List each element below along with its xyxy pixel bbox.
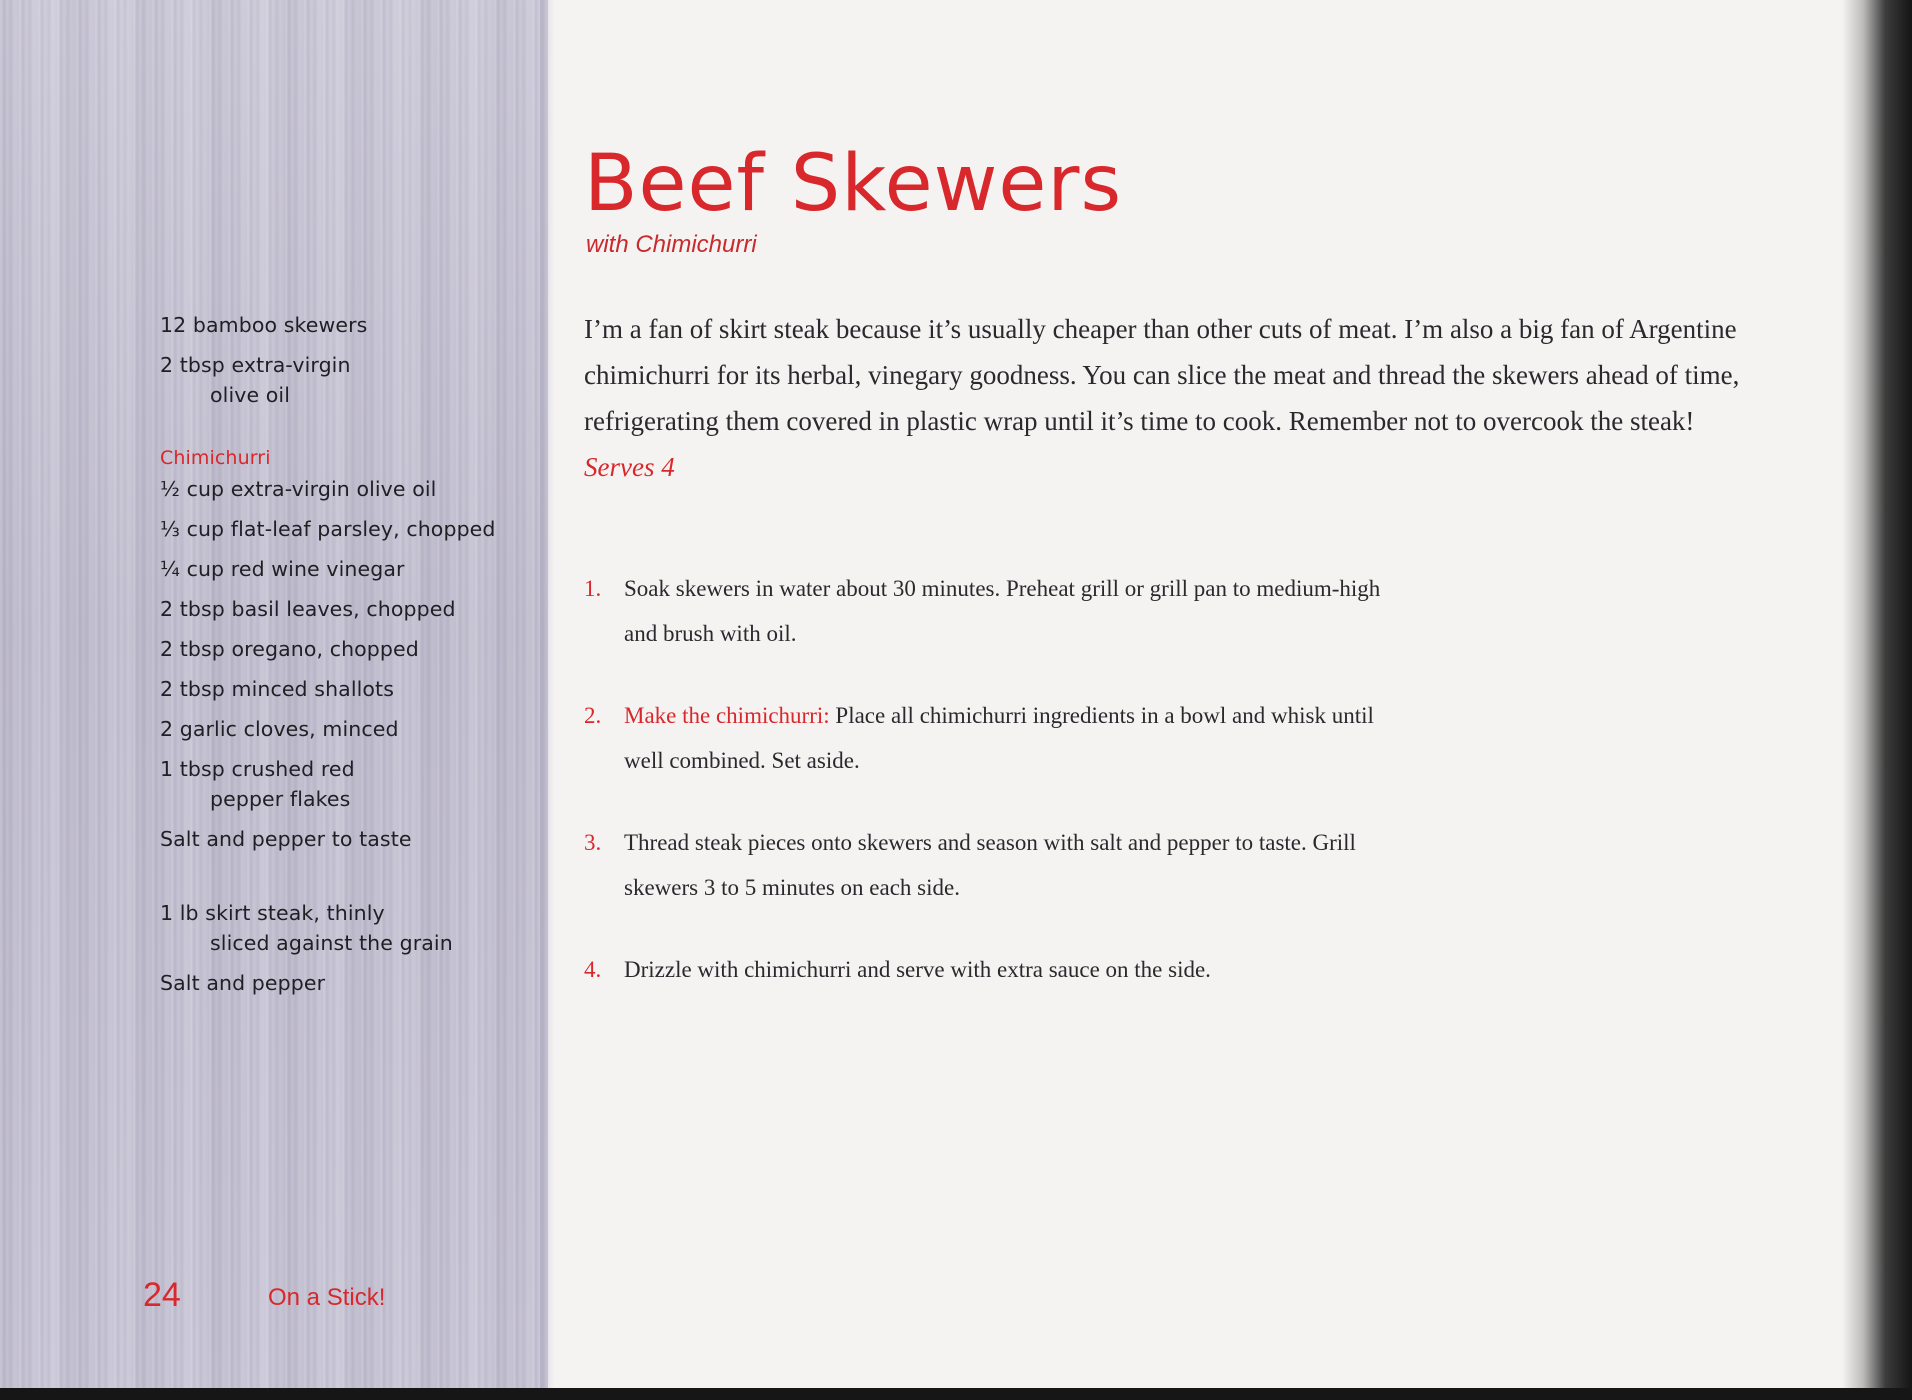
recipe-subtitle: with Chimichurri [586, 231, 757, 258]
ingredient-text: Salt and pepper to taste [160, 827, 412, 851]
ingredient-text: 1 lb skirt steak, thinly [160, 901, 385, 925]
ingredient-item [160, 968, 540, 998]
ingredient-item [160, 754, 540, 814]
ingredient-item [160, 310, 540, 340]
method-step [584, 693, 1384, 783]
page-bottom-edge [0, 1388, 1912, 1400]
ingredient-item [160, 898, 540, 958]
recipe-intro [584, 306, 1764, 490]
intro-text: I’m a fan of skirt steak because it’s usually cheaper than other cuts of meat. I’m also a big fan of Argentine chimichurri for its herbal, vinegary goodness. You can slice the meat and thread the skewers ahead of time, refrigerating them covered in plastic wrap until it’s time to cook. Remember not to overcook the steak! [584, 314, 1740, 436]
ingredient-text: 2 tbsp oregano, chopped [160, 637, 419, 661]
ingredient-item [160, 554, 540, 584]
running-footer-title: On a Stick! [268, 1284, 386, 1311]
page-number: 24 [143, 1276, 181, 1314]
ingredient-item [160, 514, 540, 544]
panel-edge-shade [540, 0, 554, 1400]
ingredient-text: 12 bamboo skewers [160, 313, 368, 337]
step-number: 1. [584, 576, 602, 601]
ingredient-text: Salt and pepper [160, 971, 326, 995]
step-text: Drizzle with chimichurri and serve with extra sauce on the side. [624, 957, 1211, 982]
method-step [584, 566, 1384, 656]
ingredient-text-continued: sliced against the grain [210, 931, 453, 955]
method-step [584, 947, 1384, 992]
ingredient-item [160, 350, 540, 410]
step-text: Thread steak pieces onto skewers and season with salt and pepper to taste. Grill skewers 3 to 5 minutes on each side. [624, 830, 1356, 900]
ingredient-text: ½ cup extra-virgin olive oil [160, 477, 437, 501]
ingredient-item [160, 634, 540, 664]
ingredient-text: 2 tbsp minced shallots [160, 677, 394, 701]
serves-label: Serves 4 [584, 452, 675, 482]
ingredient-item [160, 714, 540, 744]
book-binding-shadow [1842, 0, 1912, 1400]
ingredient-item [160, 674, 540, 704]
chimichurri-heading: Chimichurri [160, 447, 271, 469]
ingredient-item [160, 474, 540, 504]
method-steps [584, 566, 1384, 1029]
step-number: 2. [584, 703, 602, 728]
ingredient-text-continued: olive oil [210, 383, 291, 407]
ingredient-text: ¼ cup red wine vinegar [160, 557, 405, 581]
ingredient-item [160, 594, 540, 624]
step-text: Place all chimichurri ingredients in a bowl and whisk until well combined. Set aside. [624, 703, 1374, 773]
ingredient-text: ⅓ cup flat-leaf parsley, chopped [160, 517, 496, 541]
step-lead-in: Make the chimichurri: [624, 703, 830, 728]
ingredient-text: 2 garlic cloves, minced [160, 717, 399, 741]
method-step [584, 820, 1384, 910]
ingredient-text-continued: pepper flakes [210, 787, 351, 811]
step-number: 4. [584, 957, 602, 982]
ingredient-text: 2 tbsp extra-virgin [160, 353, 351, 377]
step-body [624, 693, 1384, 783]
ingredient-text: 2 tbsp basil leaves, chopped [160, 597, 456, 621]
ingredient-list [160, 310, 540, 1008]
step-text: Soak skewers in water about 30 minutes. Preheat grill or grill pan to medium-high and brush with oil. [624, 576, 1381, 646]
step-number: 3. [584, 830, 602, 855]
ingredient-item [160, 824, 540, 854]
recipe-title: Beef Skewers [584, 139, 1123, 229]
ingredient-text: 1 tbsp crushed red [160, 757, 355, 781]
